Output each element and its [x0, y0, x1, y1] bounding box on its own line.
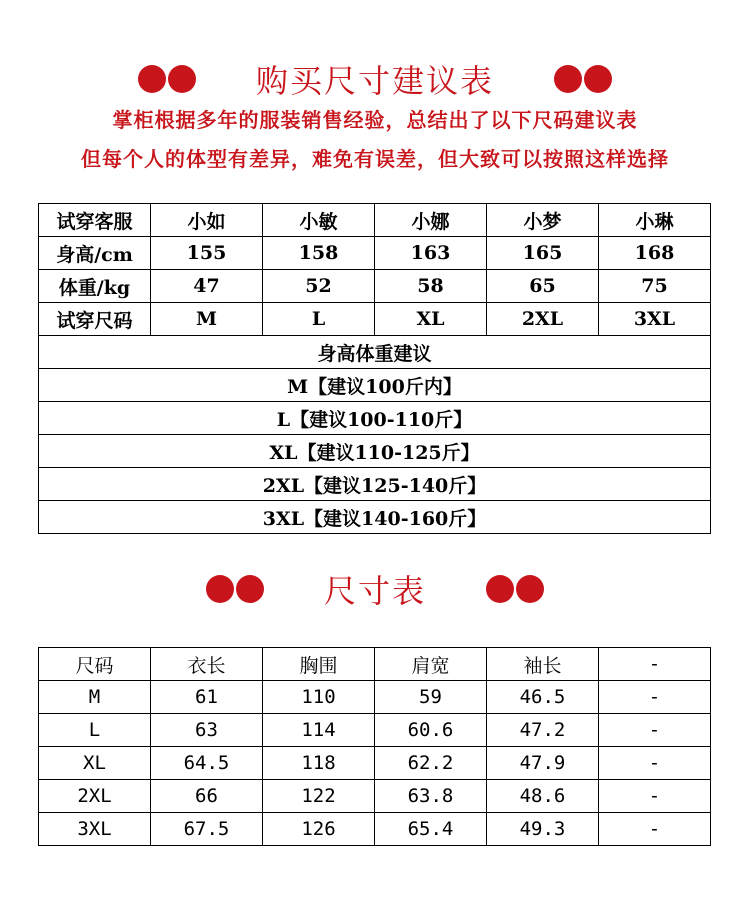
page-title: 购买尺寸建议表: [255, 62, 494, 100]
table-cell: L: [39, 714, 151, 747]
table-row: [39, 435, 711, 468]
table-cell: 47: [151, 270, 263, 303]
table-header-cell: 小娜: [375, 204, 487, 237]
table-cell: 114: [263, 714, 375, 747]
table-header-cell: 试穿客服: [39, 204, 151, 237]
table-cell: 118: [263, 747, 375, 780]
decorative-dots-right: [554, 65, 612, 93]
intro-line-1: 掌柜根据多年的服装销售经验，总结出了以下尺码建议表: [112, 108, 638, 132]
table-row: [39, 780, 711, 813]
table-row: [39, 402, 711, 435]
table-cell: 49.3: [487, 813, 599, 846]
table-row: [39, 501, 711, 534]
table-header-cell: 肩宽: [375, 648, 487, 681]
table-row: [39, 204, 711, 237]
table-cell: 66: [151, 780, 263, 813]
intro-line-2: 但每个人的体型有差异，难免有误差，但大致可以按照这样选择: [81, 147, 669, 171]
purchase-size-title-row: [0, 56, 750, 102]
table-cell: 60.6: [375, 714, 487, 747]
table-cell: 63.8: [375, 780, 487, 813]
size-chart-title-row: [0, 566, 750, 612]
table-cell: 体重/kg: [39, 270, 151, 303]
table-cell: 2XL: [487, 303, 599, 336]
table-cell: 67.5: [151, 813, 263, 846]
table-row: [39, 303, 711, 336]
table-header-cell: 小敏: [263, 204, 375, 237]
table-cell: 3XL: [39, 813, 151, 846]
table-row: [39, 369, 711, 402]
table-row: [39, 336, 711, 369]
table-header-cell: 小琳: [599, 204, 711, 237]
table-cell: 58: [375, 270, 487, 303]
table-cell: 126: [263, 813, 375, 846]
table-row: [39, 468, 711, 501]
table-cell: 身高/cm: [39, 237, 151, 270]
table-row: [39, 270, 711, 303]
table-cell: 65.4: [375, 813, 487, 846]
table-row: [39, 747, 711, 780]
table-cell: 3XL: [599, 303, 711, 336]
table-cell: 62.2: [375, 747, 487, 780]
table-header-cell: 衣长: [151, 648, 263, 681]
table-cell: 46.5: [487, 681, 599, 714]
table-row: [39, 681, 711, 714]
table-cell: 试穿尺码: [39, 303, 151, 336]
table-row: [39, 237, 711, 270]
model-size-table: [38, 203, 711, 534]
advice-item: 2XL【建议125-140斤】: [39, 468, 711, 501]
table-cell: 61: [151, 681, 263, 714]
table-cell: 65: [487, 270, 599, 303]
table-row: [39, 648, 711, 681]
table-header-cell: 尺码: [39, 648, 151, 681]
table-cell: 64.5: [151, 747, 263, 780]
table-cell: -: [599, 681, 711, 714]
table-header-cell: 小梦: [487, 204, 599, 237]
table-cell: 158: [263, 237, 375, 270]
table-cell: 48.6: [487, 780, 599, 813]
table-cell: 155: [151, 237, 263, 270]
table-cell: 47.2: [487, 714, 599, 747]
table-cell: 168: [599, 237, 711, 270]
table-cell: 47.9: [487, 747, 599, 780]
table-header-cell: -: [599, 648, 711, 681]
table-cell: -: [599, 780, 711, 813]
table-cell: M: [39, 681, 151, 714]
size-chart-table: [38, 647, 711, 846]
advice-item: M【建议100斤内】: [39, 369, 711, 402]
table-cell: 59: [375, 681, 487, 714]
advice-item: L【建议100-110斤】: [39, 402, 711, 435]
table-cell: L: [263, 303, 375, 336]
table-cell: 2XL: [39, 780, 151, 813]
table-row: [39, 714, 711, 747]
advice-item: XL【建议110-125斤】: [39, 435, 711, 468]
decorative-dots-right: [486, 575, 544, 603]
table-header-cell: 胸围: [263, 648, 375, 681]
table-cell: 75: [599, 270, 711, 303]
table-cell: 165: [487, 237, 599, 270]
table-cell: 122: [263, 780, 375, 813]
decorative-dots-left: [206, 575, 264, 603]
table-cell: -: [599, 714, 711, 747]
table-header-cell: 小如: [151, 204, 263, 237]
size-chart-title: 尺寸表: [323, 572, 426, 610]
table-cell: XL: [39, 747, 151, 780]
table-cell: -: [599, 813, 711, 846]
table-row: [39, 813, 711, 846]
table-cell: XL: [375, 303, 487, 336]
decorative-dots-left: [138, 65, 196, 93]
table-cell: 110: [263, 681, 375, 714]
table-header-cell: 袖长: [487, 648, 599, 681]
table-cell: M: [151, 303, 263, 336]
advice-item: 3XL【建议140-160斤】: [39, 501, 711, 534]
table-cell: 52: [263, 270, 375, 303]
table-cell: -: [599, 747, 711, 780]
table-cell: 63: [151, 714, 263, 747]
table-cell: 163: [375, 237, 487, 270]
advice-heading: 身高体重建议: [39, 336, 711, 369]
